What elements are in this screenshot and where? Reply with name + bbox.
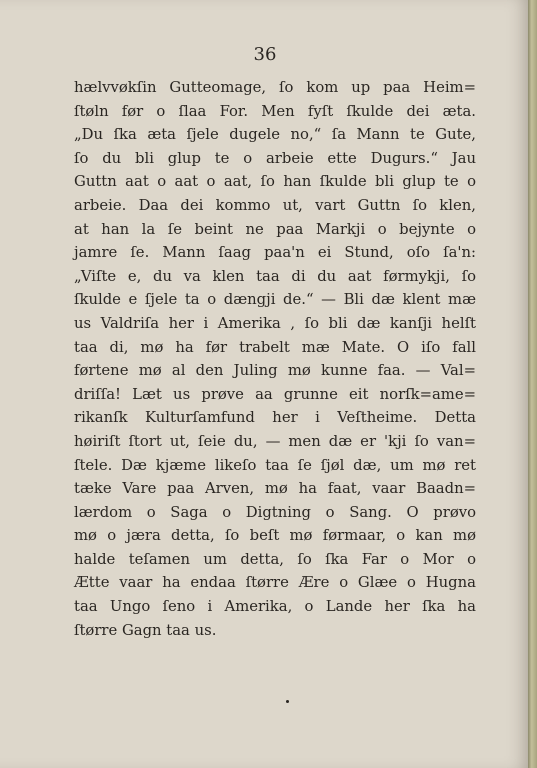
text-line: taa Ungo ſeno i Amerika, o Lande her ſka ha (74, 598, 476, 616)
text-line: Guttn aat o aat o aat, ſo han ſkulde bli glup te o (74, 173, 476, 191)
ink-dot (286, 700, 289, 703)
text-line: driſſa! Læt us prøve aa grunne eit norſk=ame= (74, 385, 476, 403)
text-line: rikanſk Kulturſamfund her i Veſtheime. Detta (74, 409, 476, 427)
text-line: ſtøln før o ſlaa For. Men fyſt ſkulde dei æta. (74, 102, 476, 120)
text-line: hælvvøkſin Gutteomage, ſo kom up paa Heim= (74, 79, 476, 96)
text-line: Ætte vaar ha endaa ſtørre Ære o Glæe o Hugna (74, 574, 476, 592)
text-line: taa di, mø ha før trabelt mæ Mate. O iſo fall (74, 338, 476, 356)
page-number: 36 (253, 44, 277, 65)
text-line: ſo du bli glup te o arbeie ette Dugurs.“ Jau (74, 149, 476, 167)
book-spine-edge (528, 0, 537, 768)
text-line: ſtele. Dæ kjæme likeſo taa ſe ſjøl dæ, um mø ret (74, 456, 476, 474)
text-line: lærdom o Saga o Digtning o Sang. O prøvo (74, 503, 476, 521)
text-line: tæke Vare paa Arven, mø ha faat, vaar Baadn= (74, 480, 476, 498)
text-line: „Du ſka æta ſjele dugele no,“ ſa Mann te Gute, (74, 126, 476, 144)
text-line: førtene mø al den Juling mø kunne faa. — Val= (74, 362, 476, 380)
text-line: at han la ſe beint ne paa Markji o bejynte o (74, 220, 476, 238)
text-line: jamre ſe. Mann ſaag paa'n ei Stund, oſo ſa'n: (74, 244, 476, 262)
text-line: us Valdriſa her i Amerika , ſo bli dæ kanſji helſt (74, 314, 476, 332)
text-line: „Viſte e, du va klen taa di du aat førmykji, ſo (74, 267, 476, 285)
text-line: ſkulde e ſjele ta o dængji de.“ — Bli dæ klent mæ (74, 291, 476, 309)
text-line: høiriſt ſtort ut, ſeie du, — men dæ er 'kji ſo van= (74, 432, 476, 450)
text-line: ſtørre Gagn taa us. (74, 621, 217, 639)
body-text (74, 76, 476, 642)
text-line: arbeie. Daa dei kommo ut, vart Guttn ſo klen, (74, 196, 476, 214)
text-line: mø o jæra detta, ſo beſt mø førmaar, o kan mø (74, 527, 476, 545)
text-line: halde teſamen um detta, ſo ſka Far o Mor o (74, 550, 476, 568)
